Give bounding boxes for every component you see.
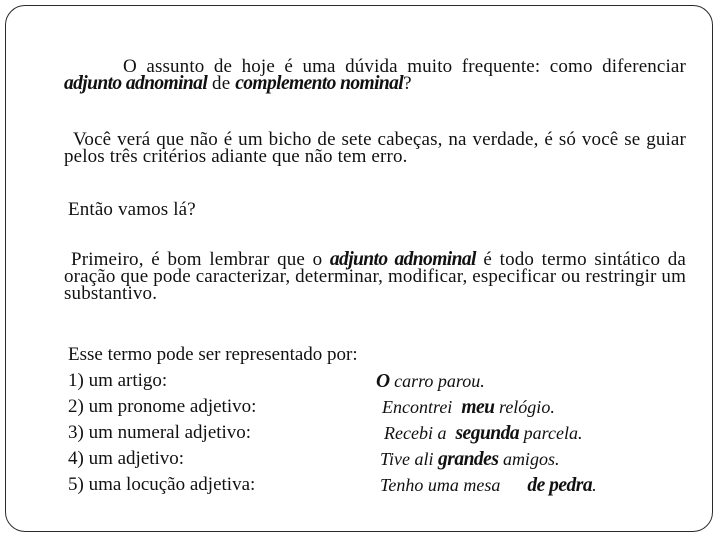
list-item-label: 2) um pronome adjetivo:: [68, 396, 257, 417]
highlighted-word: meu: [461, 397, 495, 418]
highlighted-word: de pedra: [527, 475, 593, 496]
representation-list: [68, 342, 688, 498]
list-heading: Esse termo pode ser representado por:: [68, 344, 358, 365]
list-item-label: 1) um artigo:: [68, 370, 168, 391]
definition-text-start: Primeiro, é bom lembrar que o: [71, 249, 330, 270]
definition-text-end: é todo termo sintático da oração que pode caracterizar, determinar, modificar, especificar ou restringir um substantivo.: [64, 249, 686, 304]
lets-go-paragraph: Então vamos lá?: [68, 199, 196, 220]
intro-question-mark: ?: [403, 73, 412, 94]
criteria-paragraph: Você verá que não é um bicho de sete cabeças, na verdade, é só você se guiar pelos três critérios adiante que não tem erro.: [64, 129, 686, 167]
term-adjunto-adnominal: adjunto adnominal: [64, 73, 208, 94]
intro-paragraph: [64, 58, 686, 92]
list-item-label: 5) uma locução adjetiva:: [68, 474, 256, 495]
highlighted-word: grandes: [438, 449, 499, 470]
list-item: [68, 420, 688, 446]
list-item-example: Tenho uma mesa de pedra.: [380, 475, 597, 496]
list-item-example: Recebi a segunda parcela.: [384, 423, 583, 444]
definition-paragraph: [64, 251, 686, 302]
highlighted-word: O: [376, 371, 390, 392]
list-item: [68, 446, 688, 472]
list-item-example: O carro parou.: [376, 371, 485, 392]
list-item-example: Tive ali grandes amigos.: [380, 449, 560, 470]
list-item: [68, 472, 688, 498]
list-item-example: Encontrei meu relógio.: [382, 397, 555, 418]
list-item-label: 4) um adjetivo:: [68, 448, 185, 469]
term-adjunto-adnominal-definition: adjunto adnominal: [329, 249, 476, 270]
intro-connector: de: [207, 73, 236, 94]
term-complemento-nominal: complemento nominal: [235, 73, 404, 94]
list-item: [68, 368, 688, 394]
highlighted-word: segunda: [455, 423, 520, 444]
list-item: [68, 394, 688, 420]
slide-frame: [5, 5, 713, 532]
list-item-label: 3) um numeral adjetivo:: [68, 422, 252, 443]
intro-text: O assunto de hoje é uma dúvida muito frequente: como diferenciar: [123, 56, 686, 77]
